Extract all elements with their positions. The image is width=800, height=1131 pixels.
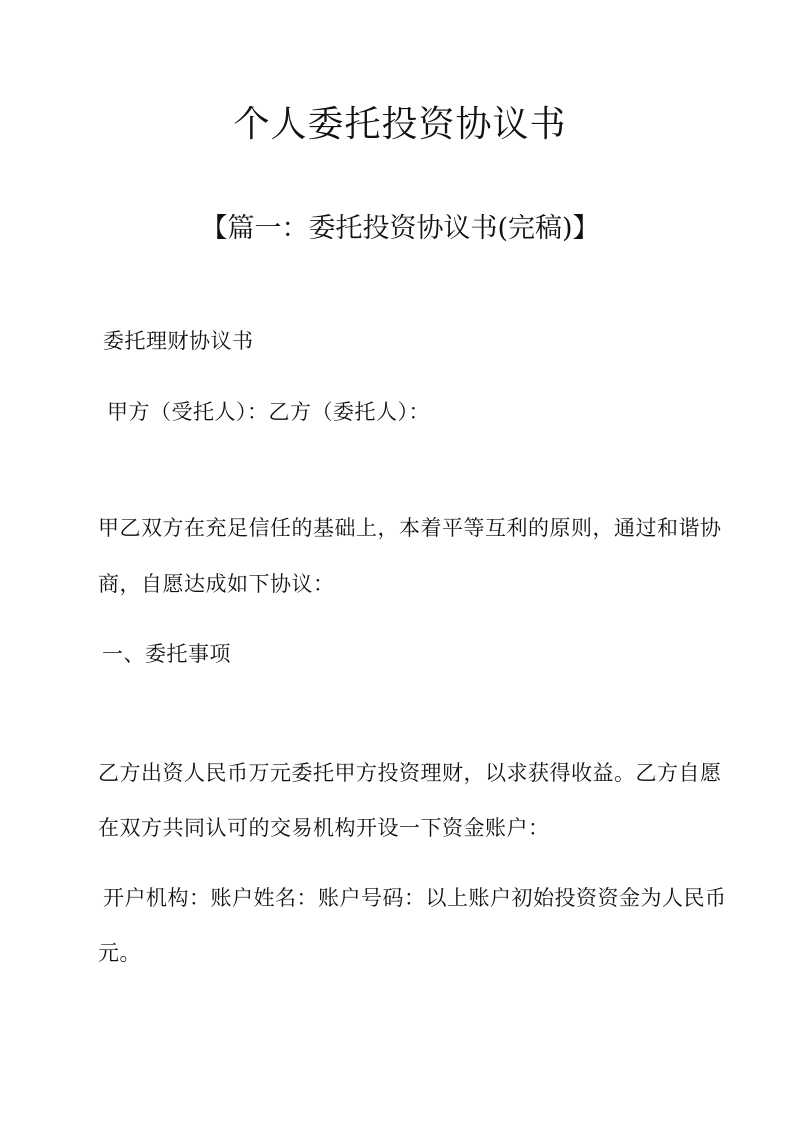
parties-line: 甲方（受托人）：乙方（委托人）： bbox=[107, 400, 430, 424]
document-subtitle: 【篇一：委托投资协议书(完稿)】 bbox=[200, 213, 600, 244]
document-title: 个人委托投资协议书 bbox=[233, 104, 567, 145]
account-line-2: 元。 bbox=[98, 941, 141, 965]
preamble-line-1: 甲乙双方在充足信任的基础上，本着平等互利的原则，通过和谐协 bbox=[98, 516, 722, 540]
section-1-heading: 一、委托事项 bbox=[102, 642, 231, 666]
section-1-line-2: 在双方共同认可的交易机构开设一下资金账户： bbox=[98, 816, 550, 840]
agreement-name: 委托理财协议书 bbox=[103, 329, 254, 353]
account-line-1: 开户机构：账户姓名：账户号码：以上账户初始投资资金为人民币 bbox=[103, 886, 727, 910]
section-1-line-1: 乙方出资人民币万元委托甲方投资理财，以求获得收益。乙方自愿 bbox=[98, 761, 722, 785]
preamble-line-2: 商，自愿达成如下协议： bbox=[98, 572, 335, 596]
